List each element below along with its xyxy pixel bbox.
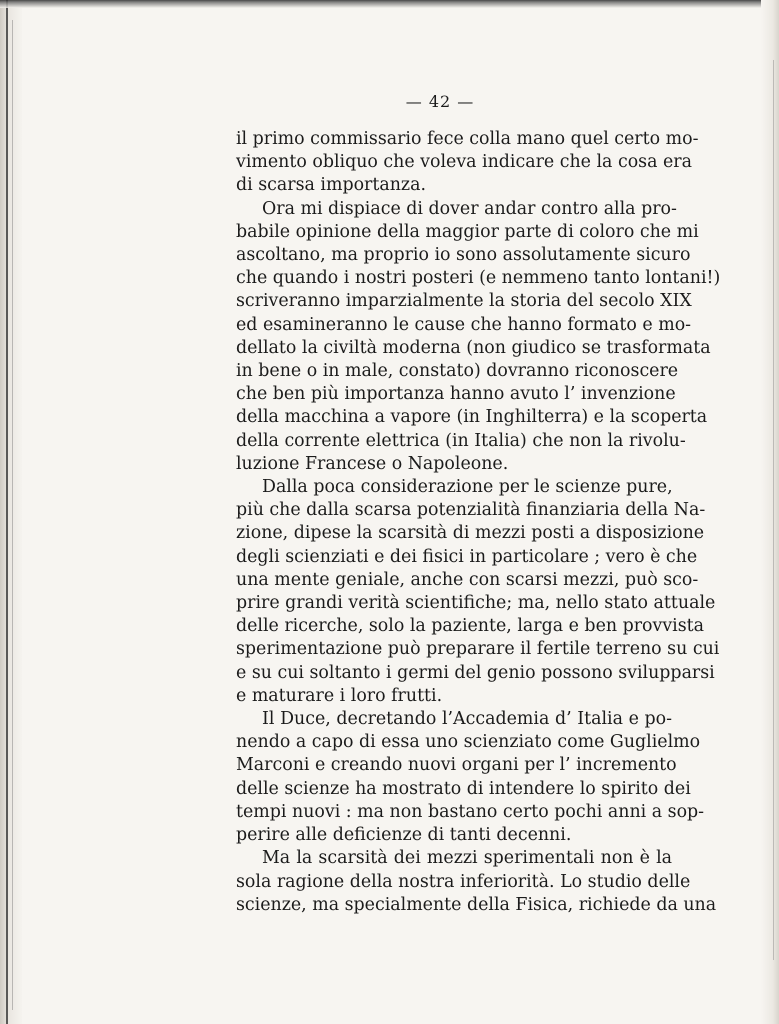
paragraph [236,708,705,847]
text-line: nendo a capo di essa uno scienziato come Guglielmo [236,732,701,753]
text-line: babile opinione della maggior parte di coloro che mi [236,221,699,242]
text-line: vimento obliquo che voleva indicare che la cosa era [236,152,692,173]
page-top-edge [0,0,779,8]
text-line: più che dalla scarsa potenzialità finanziaria della Na- [236,500,706,521]
text-line: della macchina a vapore (in Inghilterra) e la scoperta [236,407,708,428]
text-line: Marconi e creando nuovi organi per l’ incremento [236,755,677,776]
paragraph [236,198,721,476]
text-line: Dalla poca considerazione per le scienze pure, [262,477,673,498]
page-number: — 42 — [405,92,475,111]
binding-shadow-line [12,20,13,1010]
text-line: delle ricerche, solo la paziente, larga e ben provvista [236,616,704,637]
text-line: scriveranno imparzialmente la storia del secolo XIX [236,291,692,312]
text-line: sperimentazione può preparare il fertile terreno su cui [236,639,720,660]
text-line: ed esamineranno le cause che hanno formato e mo- [236,314,692,335]
text-line: luzione Francese o Napoleone. [236,453,509,474]
text-line: e maturare i loro frutti. [236,685,443,706]
text-line: che quando i nostri posteri (e nemmeno tanto lontani!) [236,268,721,289]
paragraph [236,476,720,708]
paragraph [236,128,699,198]
page-right-edge [761,0,779,1024]
text-line: scienze, ma specialmente della Fisica, richiede da una [236,894,717,915]
text-line: Ora mi dispiace di dover andar contro alla pro- [262,198,677,219]
text-line: della corrente elettrica (in Italia) che non la rivolu- [236,430,686,451]
binding-line [6,0,8,1024]
page-right-shadow-line [773,60,774,960]
text-line: dellato la civiltà moderna (non giudico se trasformata [236,337,711,358]
text-line: una mente geniale, anche con scarsi mezzi, può sco- [236,569,699,590]
text-line: perire alle deficienze di tanti decenni. [236,825,572,846]
paragraph [236,847,717,917]
page-left-edge [0,0,22,1024]
text-line: Il Duce, decretando l’Accademia d’ Italia e po- [262,709,672,730]
text-line: il primo commissario fece colla mano quel certo mo- [236,129,699,149]
text-line: che ben più importanza hanno avuto l’ invenzione [236,384,676,405]
text-line: di scarsa importanza. [236,175,426,196]
text-line: tempi nuovi : ma non bastano certo pochi anni a sop- [236,801,705,822]
text-line: Ma la scarsità dei mezzi sperimentali non è la [262,848,672,869]
text-line: in bene o in male, constato) dovranno riconoscere [236,361,679,382]
text-line: sola ragione della nostra inferiorità. Lo studio delle [236,871,691,892]
text-line: delle scienze ha mostrato di intendere lo spirito dei [236,778,691,799]
body-text [236,128,721,917]
text-line: degli scienziati e dei fisici in particolare ; vero è che [236,546,698,567]
text-line: prire grandi verità scientifiche; ma, nello stato attuale [236,593,716,614]
text-line: ascoltano, ma proprio io sono assolutamente sicuro [236,245,691,266]
text-line: zione, dipese la scarsità di mezzi posti a disposizione [236,523,705,544]
text-line: e su cui soltanto i germi del genio possono svilupparsi [236,662,715,683]
